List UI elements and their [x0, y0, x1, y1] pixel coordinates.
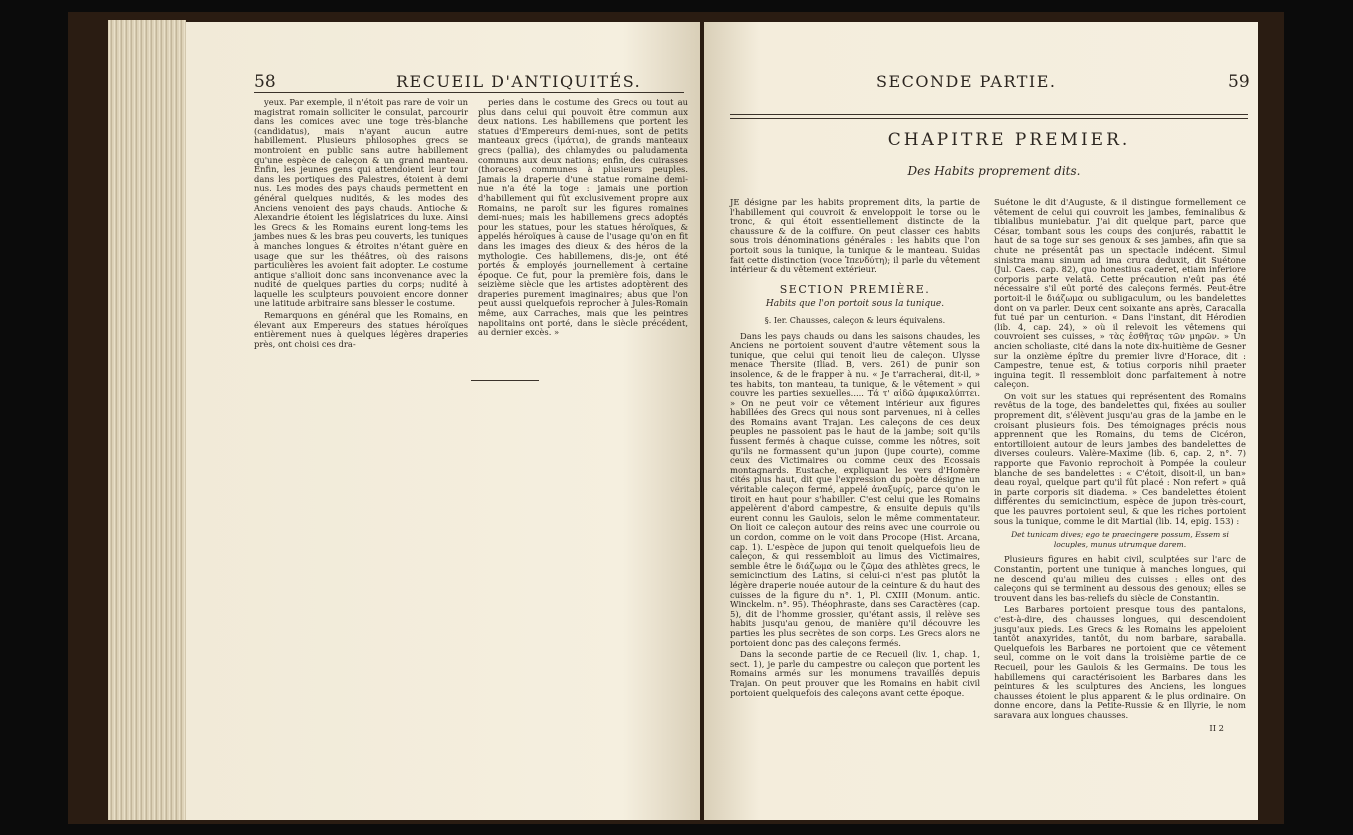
right-page-number: 59 — [1228, 72, 1250, 92]
right-header-rule-thin — [730, 118, 1248, 119]
left-col1-para-1: yeux. Par exemple, il n'étoit pas rare de voir un magistrat romain solliciter le consulat, parcourir dans les comices avec une toge très-blanche (candidatus), mais n'ayant aucun autre habillement. Plusieurs philosophes grecs se montroient en public sans autre habillement qu'une espèce de caleçon & un grand manteau. Enfin, les jeunes gens qui attendoient leur tour dans les portiques des Palestres, étoient à demi nus. Les modes des pays chauds permettent en général quelques nudités, & les modes des Anciens venoient des pays chauds. Antioche & Alexandrie étoient les législatrices du luxe. Ainsi les Grecs & les Romains eurent long-tems les jambes nues & les bras peu couverts, les tuniques à manches longues & étroites n'étant guère en usage que sur les théâtres, où des raisons particulières les avoient fait adopter. Le costume antique s'allioit donc sans inconvenance avec la nudité de quelques parties du corps; nudité à laquelle les sculpteurs pouvoient encore donner une latitude arbitraire sans blesser le costume. — [254, 97, 468, 309]
paragraph-heading: §. Ier. Chausses, caleçon & leurs équivalens. — [764, 315, 946, 325]
right-col2-para-2: On voit sur les statues qui représentent des Romains revêtus de la toge, des bandelettes qui, fixées au soulier proprement dit, s'élèvent jusqu'au gras de la jambe en le croisant plusieurs fois. Des témoignages précis nous apprennent que les Romains, du tems de Cicéron, entortilloient autour de leurs jambes des bandelettes de diverses couleurs. Valère-Maxime (lib. 6, cap. 2, n°. 7) rapporte que Favonio reprochoit à Pompée la couleur blanche de ses bandelettes : « C'étoit, disoit-il, un ban» deau royal, quelque part qu'il fût placé : Non refert » quâ in parte corporis sit diadema. » Ces bandelettes étoient différentes du semicinctium, espèce de jupon très-court, que les pauvres portoient seul, & que les riches portoient sous la tunique, comme le dit Martial (lib. 14, epig. 153) : — [994, 390, 1246, 526]
right-col1-para-1: Dans les pays chauds ou dans les saisons chaudes, les Anciens ne portoient souvent d'autre vêtement sous la tunique, que celui qui tenoit lieu de caleçon. Ulysse menace Thersite (Iliad. B, vers. 261) de punir son insolence, & de le frapper à nu. « Je t'arracherai, dit-il, » tes habits, ton manteau, ta tunique, & le vêtement » qui couvre les parties sexuelles..... Τά τ' αἰδῶ ἀμφικαλύπτει. » On ne peut voir ce vêtement intérieur aux figures habillées des Grecs qui nous sont parvenues, ni à celles des Romains avant Trajan. Les caleçons de ces deux peuples ne passoient pas le haut de la jambe; soit qu'ils fussent fermés à chaque cuisse, comme les nôtres, soit qu'ils ne formassent qu'un jupon (jupe courte), comme ceux des Victimaires ou comme ceux des Ecossais montagnards. Eustache, expliquant les vers d'Homère cités plus haut, dit que l'expression du poète désigne un véritable caleçon fermé, appelé ἀναξυρίς, parce qu'on le tiroit en haut pour s'habiller. C'est celui que les Romains appelèrent d'abord campestre, & ensuite depuis qu'ils eurent connu les Gaulois, selon le même commentateur. On lioit ce caleçon autour des reins avec une courroie ou un cordon, comme on le voit dans Procope (Hist. Arcana, cap. 1). L'espèce de jupon qui tenoit quelquefois lieu de caleçon, & qui ressembloit au limus des Victimaires, semble être le διάζωμα ou le ζῶμα des athlètes grecs, le semicinctium des Latins, si celui-ci n'est pas plutôt la légère draperie nouée autour de la ceinture & du haut des cuisses de la figure du n°. 1, Pl. CXIII (Monum. antic. Winckelm. n°. 95). Théophraste, dans ses Caractères (cap. 5), dit de l'homme grossier, qu'étant assis, il relève ses habits jusqu'au genou, de manière qu'il découvre les parties les plus secrètes de son corps. Les Grecs alors ne portoient donc pas des caleçons fermés. — [730, 330, 980, 648]
left-column-1 — [254, 98, 468, 351]
right-col1-para-2: Dans la seconde partie de ce Recueil (liv. 1, chap. 1, sect. 1), je parle du campestre ou caleçon que portent les Romains armés sur les monumens travaillés depuis Trajan. On peut prouver que les Romains en habit civil portoient quelquefois des caleçons avant cette époque. — [730, 649, 980, 698]
signature-mark: II 2 — [1209, 723, 1224, 734]
left-running-head: RECUEIL D'ANTIQUITÉS. — [396, 72, 642, 91]
left-col1-para-2: Remarquons en général que les Romains, en élevant aux Empereurs des statues héroïques entièrement nues à quelques légères draperies près, ont choisi ces dra- — [254, 310, 468, 349]
left-column-2 — [478, 98, 688, 340]
right-col2-para-4: Les Barbares portoient presque tous des pantalons, c'est-à-dire, des chausses longues, qui descendoient jusqu'aux pieds. Les Grecs & les Romains les appeloient tantôt anaxyrides, tantôt, du nom barbare, saraballa. Quelquefois les Barbares ne portoient que ce vêtement seul, comme on le voit dans la troisième partie de ce Recueil, pour les Gaulois & les Germains. De tous les habillemens qui caractérisoient les Barbares dans les peintures & les sculptures des Anciens, les longues chausses étoient le plus apparent & le plus ordinaire. On donne encore, dans la Petite-Russie & en Illyrie, le nom saravara aux longues chausses. — [994, 604, 1246, 720]
right-column-1 — [730, 198, 980, 700]
right-page — [704, 22, 1258, 820]
left-header-rule — [254, 92, 684, 93]
right-col2-para-1: Suétone le dit d'Auguste, & il distingue formellement ce vêtement de celui qui couvroit les jambes, feminalibus & tibialibus muniebatur. J'ai dit quelque part, parce que César, tombant sous les coups des conjurés, rabattit le haut de sa toge sur ses genoux & ses jambes, afin que sa chute ne présentât pas un spectacle indécent. Simul sinistra manu sinum ad ima crura deduxit, dit Suétone (Jul. Caes. cap. 82), quo honestius caderet, etiam inferiore corporis parte velatâ. Cette précaution n'eût pas été nécessaire s'il eût porté des caleçons fermés. Peut-être portoit-il le διάζωμα ou subligaculum, ou les bandelettes dont on va parler. Deux cent soixante ans après, Caracalla fut tué par un centurion. « Dans l'instant, dit Hérodien (lib. 4, cap. 24), » où il relevoit les vêtemens qui couvroient ses cuisses, » τὰς ἐσθῆτας τῶν μηρῶν. » Un ancien scholiaste, cité dans la note dix-huitième de Gesner sur la onzième épître du premier livre d'Horace, dit : Campestre, tenue est, & totius corporis nihil praeter inguina tegit. Il ressembloit donc parfaitement à notre caleçon. — [994, 197, 1246, 390]
left-page-number: 58 — [254, 72, 276, 92]
left-col2-para-1: peries dans le costume des Grecs ou tout au plus dans celui qui pouvoit être commun aux deux nations. Les habillemens que portent les statues d'Empereurs demi-nues, sont de petits manteaux grecs (ἱμάτια), de grands manteaux grecs (pallia), des chlamydes ou paludamenta communs aux deux nations; enfin, des cuirasses (thoraces) communes à plusieurs peuples. Jamais la draperie d'une statue romaine demi-nue n'a été la toge : jamais une portion d'habillement qui fût exclusivement propre aux Romains, ne paroît sur les figures romaines demi-nues; mais les habillemens grecs adoptés pour les statues, pour les statues héroïques, & appelés héroïques à cause de l'usage qu'on en fit dans les images des dieux & des héros de la mythologie. Ces habillemens, dis-je, ont été portés & employés journellement à certaine époque. Ce fut, pour la première fois, dans le seizième siècle que les artistes adoptèrent des draperies purement imaginaires; abus que l'on peut aussi quelquefois reprocher à Jules-Romain même, aux Carraches, mais que les peintres napolitains ont porté, dans le siècle précédent, au dernier excès. » — [478, 97, 688, 338]
right-running-head: SECONDE PARTIE. — [876, 72, 1057, 91]
martial-verse: Det tunicam dives; ego te praecingere possum, Essem si locuples, munus utrumque darem. — [1011, 530, 1229, 549]
chapter-title: CHAPITRE PREMIER. — [887, 130, 1131, 150]
left-end-rule — [471, 380, 539, 381]
section-subtitle: Habits que l'on portoit sous la tunique. — [765, 299, 945, 310]
section-title: SECTION PREMIÈRE. — [779, 282, 931, 296]
intro-paragraph: JE désigne par les habits proprement dits, la partie de l'habillement qui couvroit & enveloppoit le torse ou le tronc, & qui étoit essentiellement distincte de la chaussure & de la coiffure. On peut classer ces habits sous trois dénominations générales : les habits que l'on portoit sous la tunique, la tunique & le manteau. Suidas fait cette distinction (voce Ἱπενδύτη); il parle du vêtement intérieur & du vêtement extérieur. — [730, 197, 980, 275]
page-edges — [108, 20, 186, 820]
left-page — [186, 22, 700, 820]
right-column-2 — [994, 198, 1246, 734]
right-col2-para-3: Plusieurs figures en habit civil, sculptées sur l'arc de Constantin, portent une tunique à manches longues, qui ne descend qu'au milieu des cuisses : elles ont des caleçons qui se terminent au dessous des genoux; elles se trouvent dans les bas-reliefs du siècle de Constantin. — [994, 554, 1246, 603]
right-header-rule — [730, 114, 1248, 115]
chapter-subtitle: Des Habits proprement dits. — [907, 164, 1081, 178]
